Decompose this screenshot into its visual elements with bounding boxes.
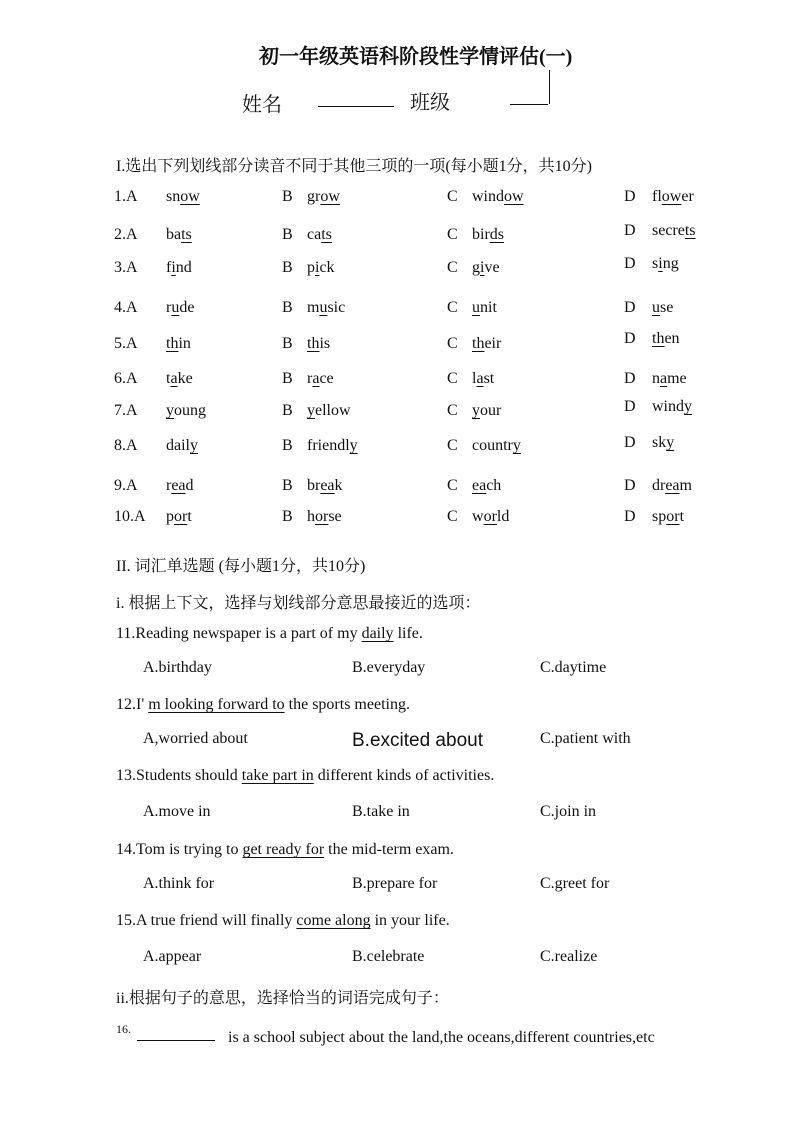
option-word-a: [166, 402, 206, 420]
answer-option[interactable]: C.join in: [540, 803, 597, 820]
underlined-part: ea: [171, 477, 186, 494]
underlined-part: i: [315, 259, 320, 276]
answer-option[interactable]: C.greet for: [540, 875, 610, 892]
option-letter-c: C: [447, 370, 458, 387]
option-word-d: [652, 477, 692, 495]
option-word-c: [472, 335, 501, 353]
option-word-d: [652, 299, 673, 317]
word-part: ng: [662, 255, 679, 272]
question-stem: [116, 912, 450, 930]
underlined-part: th: [652, 330, 665, 347]
question-number: 2.A: [114, 226, 138, 243]
word-part: br: [307, 477, 321, 494]
option-letter-d: D: [624, 398, 636, 415]
word-part: countr: [472, 437, 513, 454]
option-word-d: [652, 188, 694, 206]
word-part: our: [480, 402, 502, 419]
option-letter-b: B: [282, 508, 293, 525]
option-letter-c: C: [447, 508, 458, 525]
option-letter-c: C: [447, 402, 458, 419]
option-letter-b: B: [282, 259, 293, 276]
word-part: r: [307, 370, 313, 387]
option-letter-c: C: [447, 188, 458, 205]
option-word-d: [652, 398, 692, 416]
option-word-b: [307, 259, 335, 277]
option-word-d: [652, 330, 680, 348]
option-word-d: [652, 222, 696, 240]
underlined-phrase: take part in: [241, 767, 314, 784]
option-word-a: [166, 188, 200, 206]
underlined-part: u: [652, 299, 660, 316]
question-number: 7.A: [114, 402, 138, 419]
option-word-b: [307, 226, 332, 244]
answer-option[interactable]: B.prepare for: [352, 875, 438, 892]
word-part: sn: [166, 188, 181, 205]
underlined-part: ts: [321, 226, 332, 243]
underlined-part: ow: [504, 188, 524, 205]
option-letter-c: C: [447, 477, 458, 494]
word-part: se: [660, 299, 674, 316]
stem-text: 14.Tom is trying to: [116, 841, 243, 858]
question-number: 5.A: [114, 335, 138, 352]
option-word-d: [652, 434, 674, 452]
underlined-part: i: [171, 259, 176, 276]
word-part: ba: [166, 226, 182, 243]
option-letter-d: D: [624, 255, 636, 272]
option-word-c: [472, 299, 497, 317]
word-part: wind: [652, 398, 684, 415]
option-letter-d: D: [624, 222, 636, 239]
answer-option[interactable]: C.daytime: [540, 659, 607, 676]
stem-text: the sports meeting.: [284, 696, 410, 713]
answer-option[interactable]: B.celebrate: [352, 948, 425, 965]
question-number: 4.A: [114, 299, 138, 316]
underlined-part: u: [319, 299, 328, 316]
option-word-c: [472, 508, 509, 526]
word-part: sk: [652, 434, 667, 451]
word-part: k: [334, 477, 343, 494]
stem-text: 13.Students should: [116, 767, 242, 784]
word-part: is: [319, 335, 331, 352]
section2-subheading-i: i. 根据上下文，选择与划线部分意思最接近的选项：: [116, 595, 481, 612]
underlined-part: ow: [320, 188, 340, 205]
q16-blank[interactable]: [137, 1024, 215, 1041]
class-blank[interactable]: [510, 86, 548, 105]
answer-option[interactable]: C.realize: [540, 948, 598, 965]
class-blank-tick: [549, 70, 550, 104]
word-part: ck: [319, 259, 335, 276]
word-part: ke: [177, 370, 193, 387]
word-part: t: [166, 370, 171, 387]
word-part: se: [328, 508, 342, 525]
option-letter-d: D: [624, 508, 636, 525]
option-letter-b: B: [282, 226, 293, 243]
word-part: f: [166, 259, 172, 276]
option-letter-b: B: [282, 188, 293, 205]
underlined-phrase: m looking forward to: [148, 696, 285, 713]
underlined-part: ea: [472, 477, 487, 494]
name-label: 姓名: [242, 94, 282, 116]
word-part: nd: [175, 259, 192, 276]
underlined-part: u: [171, 299, 180, 316]
underlined-part: or: [315, 508, 329, 525]
option-word-b: [307, 188, 340, 206]
word-part: h: [307, 508, 315, 525]
option-word-d: [652, 370, 687, 388]
word-part: gr: [307, 188, 321, 205]
name-blank[interactable]: [318, 88, 394, 107]
answer-option[interactable]: A.move in: [143, 803, 211, 820]
underlined-part: y: [166, 402, 174, 419]
word-part: de: [179, 299, 195, 316]
question-number: 9.A: [114, 477, 138, 494]
stem-text: 12.I': [116, 696, 149, 713]
word-part: ld: [496, 508, 510, 525]
word-part: fl: [652, 188, 662, 205]
underlined-part: ts: [684, 222, 696, 239]
question-stem: [116, 841, 454, 859]
option-letter-c: C: [447, 299, 458, 316]
option-word-b: [307, 477, 343, 495]
option-letter-c: C: [447, 259, 458, 276]
option-word-b: [307, 370, 334, 388]
option-word-b: [307, 508, 342, 526]
word-part: s: [652, 255, 659, 272]
underlined-part: ts: [181, 226, 192, 243]
option-letter-d: D: [624, 370, 636, 387]
word-part: ca: [307, 226, 322, 243]
stem-text: different kinds of activities.: [313, 767, 495, 784]
question-number: 10.A: [114, 508, 146, 525]
option-word-c: [472, 188, 524, 206]
option-word-a: [166, 299, 194, 317]
underlined-part: ow: [180, 188, 200, 205]
word-part: p: [307, 259, 315, 276]
underlined-part: y: [472, 402, 480, 419]
word-part: eir: [484, 335, 502, 352]
option-word-c: [472, 226, 504, 244]
stem-text: in your life.: [370, 912, 450, 929]
underlined-part: a: [312, 370, 320, 387]
option-word-b: [307, 402, 351, 420]
option-letter-b: B: [282, 335, 293, 352]
word-part: en: [664, 330, 680, 347]
underlined-part: y: [684, 398, 692, 415]
word-part: t: [679, 508, 685, 525]
page-title: 初一年级英语科阶段性学情评估(一): [259, 46, 573, 68]
option-word-b: [307, 437, 358, 455]
q16-text: is a school subject about the land,the oceans,different countries,etc: [228, 1029, 655, 1046]
word-part: ce: [319, 370, 334, 387]
underlined-part: th: [307, 335, 320, 352]
option-word-a: [166, 477, 194, 495]
stem-text: life.: [393, 625, 423, 642]
underlined-part: or: [483, 508, 497, 525]
word-part: n: [652, 370, 660, 387]
underlined-part: a: [170, 370, 178, 387]
question-stem: [116, 767, 494, 785]
word-part: m: [679, 477, 692, 494]
word-part: sp: [652, 508, 667, 525]
underlined-part: ds: [489, 226, 505, 243]
option-letter-d: D: [624, 477, 636, 494]
word-part: in: [178, 335, 191, 352]
option-word-a: [166, 259, 192, 277]
word-part: oung: [174, 402, 206, 419]
question-number: 6.A: [114, 370, 138, 387]
option-letter-d: D: [624, 330, 636, 347]
word-part: ellow: [315, 402, 351, 419]
option-word-c: [472, 259, 500, 277]
underlined-phrase: come along: [296, 912, 371, 929]
option-letter-b: B: [282, 477, 293, 494]
option-word-d: [652, 255, 679, 273]
word-part: nit: [480, 299, 497, 316]
option-word-a: [166, 370, 193, 388]
word-part: er: [681, 188, 694, 205]
answer-option[interactable]: A,worried about: [143, 730, 248, 747]
underlined-phrase: get ready for: [242, 841, 325, 858]
option-letter-c: C: [447, 335, 458, 352]
word-part: friendl: [307, 437, 350, 454]
word-part: dr: [652, 477, 666, 494]
question-number: 1.A: [114, 188, 138, 205]
option-letter-b: B: [282, 402, 293, 419]
option-letter-b: B: [282, 370, 293, 387]
option-letter-c: C: [447, 226, 458, 243]
word-part: m: [307, 299, 320, 316]
underlined-part: u: [472, 299, 480, 316]
answer-option[interactable]: B.take in: [352, 803, 410, 820]
underlined-part: y: [307, 402, 315, 419]
word-part: r: [166, 477, 172, 494]
option-letter-b: B: [282, 299, 293, 316]
word-part: ve: [484, 259, 500, 276]
word-part: bir: [472, 226, 490, 243]
underlined-part: y: [666, 434, 675, 451]
underlined-part: th: [472, 335, 485, 352]
question-number: 3.A: [114, 259, 138, 276]
option-word-a: [166, 437, 198, 455]
option-letter-d: D: [624, 434, 636, 451]
option-word-a: [166, 508, 192, 526]
underlined-part: or: [666, 508, 680, 525]
q16-number: 16.: [116, 1022, 131, 1036]
answer-option[interactable]: B.everyday: [352, 659, 426, 676]
section2-subheading-ii: ii.根据句子的意思，选择恰当的词语完成句子：: [116, 990, 449, 1007]
underlined-part: ea: [320, 477, 335, 494]
question-stem: [116, 625, 423, 643]
underlined-part: y: [512, 437, 521, 454]
underlined-part: i: [658, 255, 663, 272]
question-number: 8.A: [114, 437, 138, 454]
word-part: l: [472, 370, 477, 387]
section1-heading: I.选出下列划线部分读音不同于其他三项的一项(每小题1分，共10分): [116, 158, 592, 175]
option-letter-d: D: [624, 299, 636, 316]
word-part: secre: [652, 222, 685, 239]
underlined-part: th: [166, 335, 179, 352]
stem-text: 11.Reading newspaper is a part of my: [116, 625, 362, 642]
answer-option[interactable]: A.think for: [143, 875, 215, 892]
word-part: d: [185, 477, 194, 494]
option-word-c: [472, 402, 501, 420]
class-label: 班级: [410, 92, 450, 114]
answer-option[interactable]: A.appear: [143, 948, 202, 965]
section2-heading: II. 词汇单选题 (每小题1分，共10分): [116, 558, 366, 575]
answer-option[interactable]: C.patient with: [540, 730, 631, 747]
word-part: p: [166, 508, 174, 525]
option-word-c: [472, 437, 521, 455]
word-part: me: [667, 370, 687, 387]
answer-option[interactable]: B.excited about: [352, 730, 483, 751]
underlined-phrase: daily: [361, 625, 394, 642]
underlined-part: a: [660, 370, 668, 387]
option-word-d: [652, 508, 684, 526]
underlined-part: y: [190, 437, 198, 454]
option-letter-d: D: [624, 188, 636, 205]
stem-text: 15.A true friend will finally: [116, 912, 297, 929]
word-part: st: [483, 370, 495, 387]
word-part: wind: [472, 188, 504, 205]
underlined-part: or: [174, 508, 188, 525]
word-part: r: [166, 299, 172, 316]
underlined-part: ow: [661, 188, 682, 205]
word-part: t: [187, 508, 192, 525]
word-part: sic: [327, 299, 346, 316]
option-letter-b: B: [282, 437, 293, 454]
word-part: dail: [166, 437, 190, 454]
option-letter-c: C: [447, 437, 458, 454]
underlined-part: a: [476, 370, 484, 387]
underlined-part: ea: [665, 477, 680, 494]
word-part: ch: [486, 477, 502, 494]
option-word-c: [472, 477, 501, 495]
word-part: w: [472, 508, 484, 525]
option-word-a: [166, 335, 191, 353]
word-part: g: [472, 259, 480, 276]
answer-option[interactable]: A.birthday: [143, 659, 212, 676]
underlined-part: y: [349, 437, 358, 454]
option-word-b: [307, 335, 330, 353]
option-word-b: [307, 299, 345, 317]
option-word-c: [472, 370, 494, 388]
option-word-a: [166, 226, 192, 244]
underlined-part: i: [480, 259, 485, 276]
stem-text: the mid-term exam.: [324, 841, 454, 858]
question-stem: [116, 696, 410, 714]
